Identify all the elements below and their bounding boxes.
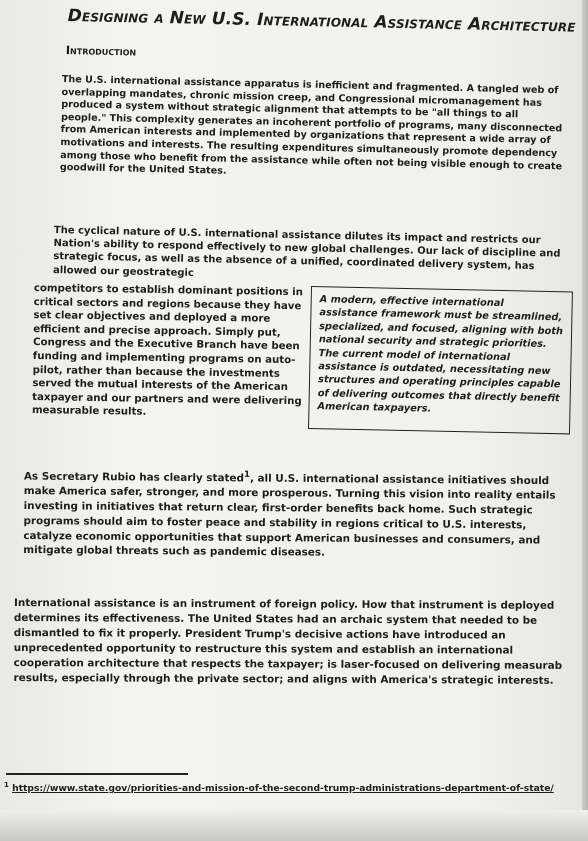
footnote-divider [6,773,188,775]
paragraph-2-top: The cyclical nature of U.S. international assistance dilutes its impact and restricts our Nation's ability to respond effectively to new global challenges. Our lack of discipline and strategic focus, as well as the absence of a unified, coordinated delivery system, has allowed our geostrategic [52,224,561,279]
page-bottom-shadow [0,810,588,841]
section-heading: Introduction [65,43,137,59]
paragraph-3 [23,466,576,563]
paragraph-2-left: competitors to establish dominant positions in critical sectors and regions because they have set clear objectives and deployed a more efficient and precise approach. Simply put, Congress and the Executive Branch have been funding and implementing programs on auto-pilot, rather than because the investments served the mutual interests of the American taxpayer and our partners and were delivering measurable results. [31,282,303,419]
footnote-link[interactable]: https://www.state.gov/priorities-and-mission-of-the-second-trump-administrations-department-of-state/ [12,783,554,795]
paragraph-3-lead: As Secretary Rubio has clearly stated [23,470,244,485]
footnote [4,781,584,794]
callout-text: A modern, effective international assistance framework must be streamlined, specialized, and focused, aligning with both national security and strategic priorities. The current model of international assistance is outdated, necessitating new structures and operating principles capable of delivering outcomes that directly benefit American taxpayers. [317,294,564,415]
footnote-reference: 1 [243,469,251,480]
paragraph-4: International assistance is an instrument of foreign policy. How that instrument is deployed determines its effectiveness. The United States had an archaic system that needed to be dismantled to fix it properly. President Trump's decisive actions have introduced an unprecedented opportunity to restructure this system and establish an international cooperation architecture that respects the taxpayer; is laser-focused on delivering measurab results, especially through the private sector; and aligns with America's strategic interests. [13,597,563,687]
footnote-marker: 1 [4,781,9,789]
paragraph-3-rest: , all U.S. international assistance initiatives should make America safer, stronger, and more prosperous. Turning this vision into reality entails investing in initiatives that return clear, first-order benefits back home. Such strategic programs should aim to foster peace and stability in regions critical to U.S. interests, catalyze economic opportunities that support American businesses and consumers, and mitigate global threats such as pandemic diseases. [23,472,556,560]
paragraph-1: The U.S. international assistance apparatus is inefficient and fragmented. A tangled web of overlapping mandates, chronic mission creep, and Congressional micromanagement has produced a system without strategic alignment that attempts to be "all things to all people." This complexity generates an incoherent portfolio of programs, many disconnected from American interests and implemented by organizations that represent a wide array of motivations and interests. The resulting expenditures simultaneously promote dependency among those who benefit from the assistance while often not being visible enough to create goodwill for the United States. [59,74,563,177]
document-title: Designing a New U.S. International Assistance Architecture [67,6,576,37]
callout-box [308,286,573,434]
page-edge-shadow [582,0,588,841]
